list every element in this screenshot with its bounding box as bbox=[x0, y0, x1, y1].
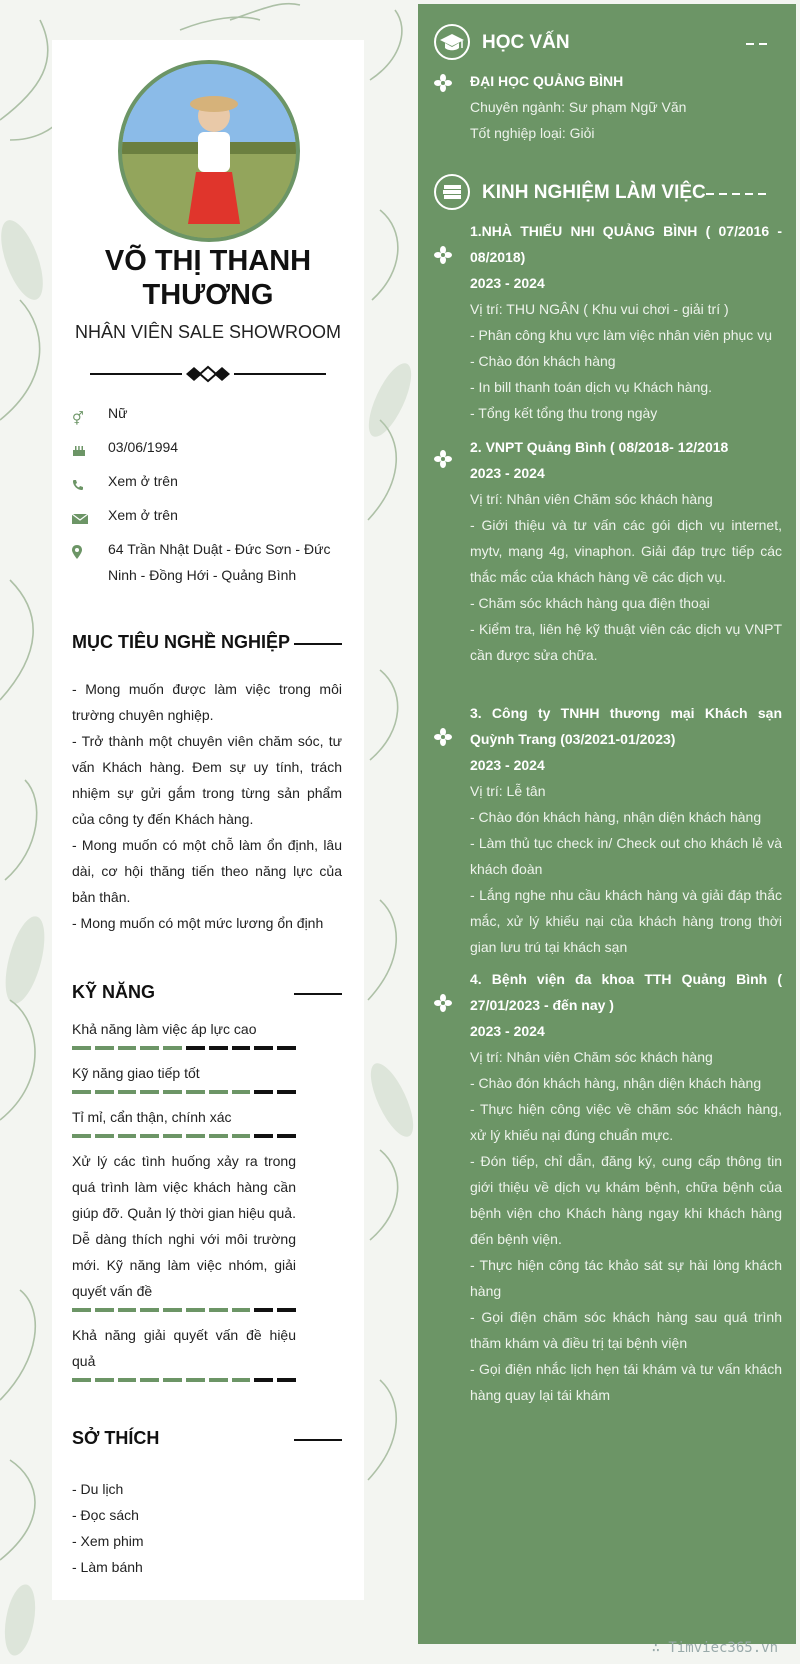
watermark: ∴ Timviec365.vn bbox=[651, 1640, 778, 1656]
skill-bar-segment bbox=[277, 1046, 296, 1050]
skill-name: Xử lý các tình huống xảy ra trong quá trình làm việc khách hàng cần giúp đỡ. Quản lý thời gian hiệu quả. Dễ dàng thích nghi với môi trường mới. Kỹ năng làm việc nhóm, giải quyết vấn đề bbox=[72, 1153, 296, 1299]
birthday-value: 03/06/1994 bbox=[108, 439, 179, 455]
objective-item: - Mong muốn có một mức lương ổn định bbox=[72, 915, 324, 931]
education-dash bbox=[746, 43, 767, 45]
education-title: HỌC VẤN bbox=[482, 32, 570, 53]
name-divider bbox=[90, 364, 326, 384]
job-line: - Gọi điện nhắc lịch hẹn tái khám và tư vấn khách hàng quay lại tái khám bbox=[470, 1361, 782, 1403]
school-name: ĐẠI HỌC QUẢNG BÌNH bbox=[470, 73, 624, 89]
skill-bar-segment bbox=[232, 1378, 251, 1382]
skill-bar-segment bbox=[72, 1378, 91, 1382]
person-photo-icon bbox=[122, 64, 300, 242]
job-heading: 2. VNPT Quảng Bình ( 08/2018- 12/2018 bbox=[470, 439, 729, 455]
skill-bar-segment bbox=[163, 1090, 182, 1094]
hobbies-title: SỞ THÍCH bbox=[72, 1428, 160, 1448]
hobby-item: - Xem phim bbox=[72, 1533, 144, 1549]
skill-bar-segment bbox=[254, 1046, 273, 1050]
skill-name: Kỹ năng giao tiếp tốt bbox=[72, 1065, 200, 1081]
skill-bar-segment bbox=[72, 1090, 91, 1094]
education-major: Chuyên ngành: Sư phạm Ngữ Văn bbox=[470, 99, 687, 115]
skill-bar-segment bbox=[163, 1046, 182, 1050]
job-line: - Thực hiện công tác khảo sát sự hài lòng khách hàng bbox=[470, 1257, 782, 1299]
job-line: - Làm thủ tục check in/ Check out cho khách lẻ và khách đoàn bbox=[470, 835, 782, 877]
objective-title-line bbox=[294, 643, 342, 645]
experience-dash bbox=[706, 193, 766, 195]
skill-bar-segment bbox=[254, 1090, 273, 1094]
location-pin-icon bbox=[72, 542, 88, 556]
job-period: 2023 - 2024 bbox=[470, 465, 545, 481]
skill-name: Khả năng làm việc áp lực cao bbox=[72, 1021, 257, 1037]
hobbies-list bbox=[72, 1476, 342, 1580]
skill-bar bbox=[72, 1308, 296, 1312]
hobby-item: - Làm bánh bbox=[72, 1559, 143, 1575]
education-details bbox=[470, 68, 782, 146]
skill-bar-segment bbox=[72, 1046, 91, 1050]
job-period: 2023 - 2024 bbox=[470, 275, 545, 291]
skill-bar-segment bbox=[163, 1308, 182, 1312]
skill-bar-segment bbox=[186, 1308, 205, 1312]
job-line: Vị trí: THU NGÂN ( Khu vui chơi - giải trí ) bbox=[470, 301, 729, 317]
objective-item: - Trở thành một chuyên viên chăm sóc, tư vấn Khách hàng. Đem sự uy tính, trách nhiệm sự gửi gắm trong từng sản phẩm của công ty đến Khách hàng. bbox=[72, 733, 342, 827]
flower-bullet-icon bbox=[434, 728, 452, 746]
flower-bullet-icon bbox=[434, 450, 452, 468]
skill-name: Tỉ mỉ, cẩn thận, chính xác bbox=[72, 1109, 232, 1125]
skill-bar-segment bbox=[118, 1378, 137, 1382]
skill-bar-segment bbox=[232, 1046, 251, 1050]
skill-name: Khả năng giải quyết vấn đề hiệu quả bbox=[72, 1327, 296, 1369]
skill-bar-segment bbox=[95, 1090, 114, 1094]
skill-bar-segment bbox=[209, 1134, 228, 1138]
job-line: - Phân công khu vực làm việc nhân viên phục vụ bbox=[470, 327, 772, 343]
skill-bar-segment bbox=[72, 1134, 91, 1138]
job-period: 2023 - 2024 bbox=[470, 757, 545, 773]
skill-bar-segment bbox=[209, 1378, 228, 1382]
candidate-name: VÕ THỊ THANH THƯƠNG bbox=[104, 245, 312, 311]
skill-bar-segment bbox=[232, 1090, 251, 1094]
skill-bar-segment bbox=[95, 1134, 114, 1138]
skill-bar-segment bbox=[209, 1090, 228, 1094]
skill-bar-segment bbox=[118, 1308, 137, 1312]
skill-bar-segment bbox=[95, 1378, 114, 1382]
job-heading: 3. Công ty TNHH thương mại Khách sạn Quỳnh Trang (03/2021-01/2023) bbox=[470, 705, 782, 747]
job-title: NHÂN VIÊN SALE SHOWROOM bbox=[74, 322, 342, 342]
skill-bar-segment bbox=[232, 1134, 251, 1138]
skill-bar-segment bbox=[254, 1378, 273, 1382]
hobby-item: - Du lịch bbox=[72, 1481, 124, 1497]
flower-bullet-icon bbox=[434, 994, 452, 1012]
skill-bar-segment bbox=[232, 1308, 251, 1312]
gender-value: Nữ bbox=[108, 405, 128, 421]
gender-icon: ⚥ bbox=[72, 411, 84, 426]
skill-bar-segment bbox=[186, 1046, 205, 1050]
skill-bar bbox=[72, 1378, 296, 1382]
watermark-text: Timviec365.vn bbox=[668, 1640, 778, 1656]
objective-title: MỤC TIÊU NGHỀ NGHIỆP bbox=[72, 632, 291, 652]
job-heading: 1.NHÀ THIẾU NHI QUẢNG BÌNH ( 07/2016 - 08/2018) bbox=[470, 223, 782, 265]
skill-bar-segment bbox=[72, 1308, 91, 1312]
birthday-cake-icon bbox=[72, 440, 88, 454]
skill-bar-segment bbox=[140, 1378, 159, 1382]
skill-bar-segment bbox=[186, 1134, 205, 1138]
job-line: - Tổng kết tổng thu trong ngày bbox=[470, 405, 658, 421]
job-line: - Giới thiệu và tư vấn các gói dịch vụ internet, mytv, mạng 4g, vinaphon. Giải đáp trực tiếp các thắc mắc của khách hàng về các dịch vụ. bbox=[470, 517, 782, 585]
job-line: Vị trí: Nhân viên Chăm sóc khách hàng bbox=[470, 491, 713, 507]
skill-bar bbox=[72, 1046, 296, 1050]
skill-bar-segment bbox=[209, 1308, 228, 1312]
job-line: - Kiểm tra, liên hệ kỹ thuật viên các dịch vụ VNPT cần được sửa chữa. bbox=[470, 621, 782, 663]
job-line: - In bill thanh toán dịch vụ Khách hàng. bbox=[470, 379, 713, 395]
skill-bar-segment bbox=[163, 1134, 182, 1138]
job-line: - Thực hiện công việc về chăm sóc khách hàng, xử lý khiếu nại đúng chuẩn mực. bbox=[470, 1101, 782, 1143]
skill-bar-segment bbox=[209, 1046, 228, 1050]
skill-bar-segment bbox=[118, 1090, 137, 1094]
skill-bar-segment bbox=[254, 1134, 273, 1138]
skill-bar-segment bbox=[118, 1046, 137, 1050]
hobbies-title-line bbox=[294, 1439, 342, 1441]
experience-title: KINH NGHIỆM LÀM VIỆC bbox=[482, 182, 706, 203]
objective-item: - Mong muốn được làm việc trong môi trường chuyên nghiệp. bbox=[72, 681, 342, 723]
job-line: - Lắng nghe nhu cầu khách hàng và giải đáp thắc mắc, xử lý khiếu nại của khách hàng trong thời gian lưu trú tại khách sạn bbox=[470, 887, 782, 955]
job-line: Vị trí: Lễ tân bbox=[470, 783, 546, 799]
skill-bar-segment bbox=[140, 1134, 159, 1138]
job-heading: 4. Bệnh viện đa khoa TTH Quảng Bình ( 27/01/2023 - đến nay ) bbox=[470, 971, 782, 1013]
objective-item: - Mong muốn có một chỗ làm ổn định, lâu dài, cơ hội thăng tiến theo năng lực của bản thân. bbox=[72, 837, 342, 905]
job-entry bbox=[470, 218, 782, 426]
education-grade: Tốt nghiệp loại: Giỏi bbox=[470, 125, 595, 141]
skills-title-line bbox=[294, 993, 342, 995]
email-value: Xem ở trên bbox=[108, 507, 178, 523]
skill-bar-segment bbox=[277, 1378, 296, 1382]
skills-title: KỸ NĂNG bbox=[72, 982, 156, 1002]
flower-bullet-icon bbox=[434, 246, 452, 264]
job-line: Vị trí: Nhân viên Chăm sóc khách hàng bbox=[470, 1049, 713, 1065]
job-line: - Chào đón khách hàng, nhận diện khách hàng bbox=[470, 1075, 762, 1091]
job-line: - Đón tiếp, chỉ dẫn, đăng ký, cung cấp thông tin giới thiệu về dịch vụ khám bệnh, chữa bệnh của bệnh viện cho Khách hàng ngay khi khách hàng đến bệnh viện. bbox=[470, 1153, 782, 1247]
job-entry bbox=[470, 966, 782, 1408]
phone-value: Xem ở trên bbox=[108, 473, 178, 489]
job-period: 2023 - 2024 bbox=[470, 1023, 545, 1039]
job-entry bbox=[470, 434, 782, 668]
job-entry bbox=[470, 700, 782, 960]
avatar bbox=[118, 60, 300, 242]
job-line: - Chào đón khách hàng, nhận diện khách hàng bbox=[470, 809, 762, 825]
graduation-cap-icon bbox=[434, 24, 470, 60]
skill-bar-segment bbox=[140, 1046, 159, 1050]
book-stack-icon bbox=[434, 174, 470, 210]
flower-bullet-icon bbox=[434, 74, 452, 92]
job-line: - Chào đón khách hàng bbox=[470, 353, 616, 369]
skill-bar-segment bbox=[186, 1090, 205, 1094]
skill-bar-segment bbox=[254, 1308, 273, 1312]
skill-bar-segment bbox=[277, 1308, 296, 1312]
skill-bar-segment bbox=[163, 1378, 182, 1382]
job-line: - Chăm sóc khách hàng qua điện thoại bbox=[470, 595, 710, 611]
address-value: 64 Trần Nhật Duật - Đức Sơn - Đức Ninh - Đồng Hới - Quảng Bình bbox=[108, 541, 331, 583]
skill-bar-segment bbox=[277, 1090, 296, 1094]
hobby-item: - Đọc sách bbox=[72, 1507, 139, 1523]
skill-bar bbox=[72, 1090, 296, 1094]
skill-bar-segment bbox=[95, 1046, 114, 1050]
skill-bar-segment bbox=[277, 1134, 296, 1138]
phone-icon bbox=[72, 474, 88, 488]
skill-bar bbox=[72, 1134, 296, 1138]
skill-bar-segment bbox=[140, 1308, 159, 1312]
skill-bar-segment bbox=[186, 1378, 205, 1382]
skill-bar-segment bbox=[95, 1308, 114, 1312]
objective-text bbox=[72, 676, 342, 936]
skill-bar-segment bbox=[118, 1134, 137, 1138]
job-line: - Gọi điện chăm sóc khách hàng sau quá trình thăm khám và điều trị tại bệnh viện bbox=[470, 1309, 782, 1351]
skill-bar-segment bbox=[140, 1090, 159, 1094]
email-icon bbox=[72, 508, 88, 522]
